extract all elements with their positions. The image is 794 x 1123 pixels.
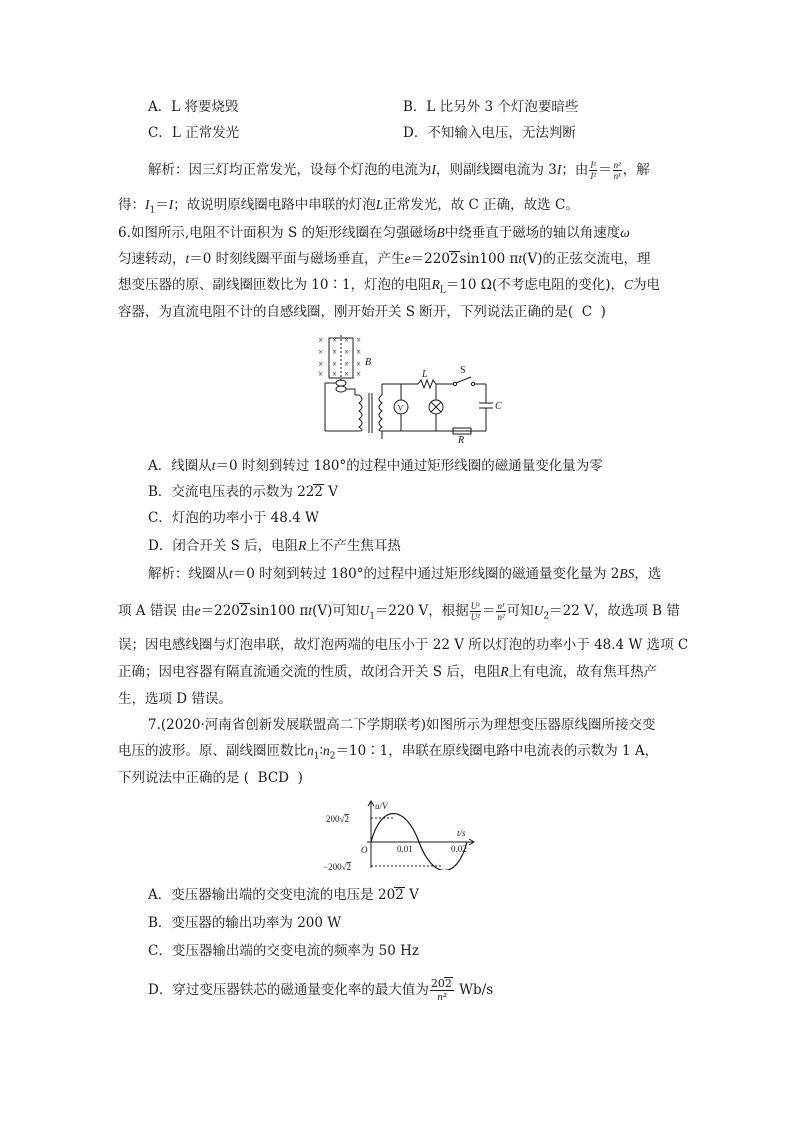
svg-text:×: × xyxy=(318,369,324,379)
q6-option-c: C．灯泡的功率小于 48.4 W xyxy=(148,510,319,526)
q5-option-c: C．L 正常发光 xyxy=(148,125,240,141)
q5-analysis-line2: 得：$I_1=I$；故说明原线圈电路中串联的灯泡L正常发光，故 C 正确，故选 C。 xyxy=(118,197,579,216)
y-min-label: −200√2 xyxy=(323,862,352,870)
q6-answer: C xyxy=(581,304,593,320)
label-B: B xyxy=(365,357,372,368)
q7-stem-line2: 电压的波形。原、副线圈匝数比$n_1∶n_2=10∶1$，串联在原线圈电路中电流表的示数为 1 A， xyxy=(118,743,659,762)
q6-analysis-line2: 项 A 错误 由e＝2202sin100 πt(V)可知$U_1=220$ V，根据 $\frac{\text{U¹}}{\text{U²}}$ ＝ $\frac{\text{n¹}}{\text{n²}}$ 可知$U_2=22$ V，故选项 B 错 xyxy=(118,601,680,622)
svg-text:×: × xyxy=(344,335,350,345)
q7-stem-line1: 7.(2020·河南省创新发展联盟高二下学期联考)如图所示为理想变压器原线圈所接交变 xyxy=(148,717,656,733)
x-axis-label: t/s xyxy=(457,828,466,838)
transformer-primary xyxy=(359,395,362,431)
svg-text:×: × xyxy=(318,359,324,369)
q6-option-d: D．闭合开关 S 后，电阻R上不产生焦耳热 xyxy=(148,538,401,554)
svg-text:×: × xyxy=(344,347,350,357)
q6-analysis-line4: 正确；因电容器有隔直流通交流的性质，故闭合开关 S 后，电阻R上有电流，故有焦耳热产 xyxy=(118,664,658,680)
q5-option-d: D．不知输入电压，无法判断 xyxy=(403,125,576,141)
inductor-L xyxy=(418,380,436,388)
q6-stem-line3: 想变压器的原、副线圈匝数比为 10∶1，灯泡的电阻$R_L=10$ Ω(不考虑电阻的变化)，C为电 xyxy=(118,277,661,296)
svg-text:×: × xyxy=(332,347,338,357)
q5-fraction-turns: $\frac{\text{n²}}{\text{n¹}}$ xyxy=(613,160,621,181)
label-V: V xyxy=(397,403,404,413)
transformer-secondary xyxy=(379,395,382,431)
q5-analysis-line1: 解析：因三灯均正常发光，设每个灯泡的电流为I，则副线圈电流为 3I；由 $\frac{\text{I¹}}{\text{I²}}$ ＝ $\frac{\text{n²}}{\text{n¹}}$ ，解 xyxy=(148,160,650,181)
q7-option-a: A．变压器输出端的交变电流的电压是 202 V xyxy=(148,887,419,903)
svg-text:×: × xyxy=(332,369,338,379)
q6-fraction-turns: $\frac{\text{n¹}}{\text{n²}}$ xyxy=(497,601,505,622)
magnetic-field-crosses xyxy=(318,335,361,379)
q6-option-b: B．交流电压表的示数为 222 V xyxy=(148,484,339,500)
q7-option-c: C．变压器输出端的交变电流的频率为 50 Hz xyxy=(148,943,419,959)
q5-option-b: B．L 比另外 3 个灯泡要暗些 xyxy=(403,99,579,115)
label-L: L xyxy=(422,369,428,380)
q7-option-b: B．变压器的输出功率为 200 W xyxy=(148,915,342,931)
q5-option-a: A．L 将要烧毁 xyxy=(148,99,239,115)
q7-stem-line3: 下列说法中正确的是 ( BCD ) xyxy=(118,770,303,786)
q7-fraction-flux-rate: $\frac{202}{\text{n²}}$ xyxy=(430,977,452,1003)
svg-text:×: × xyxy=(344,369,350,379)
svg-text:×: × xyxy=(356,359,362,369)
q7-waveform-graph xyxy=(323,798,483,870)
svg-text:×: × xyxy=(344,359,350,369)
q6-analysis-line3: 误；因电感线圈与灯泡串联，故灯泡两端的电压小于 22 V 所以灯泡的功率小于 48.4 W 选项 C xyxy=(118,637,689,653)
svg-text:×: × xyxy=(356,347,362,357)
q6-option-a: A．线圈从t＝0 时刻到转过 180°的过程中通过矩形线圈的磁通量变化量为零 xyxy=(148,458,603,474)
q6-analysis-line5: 生，选项 D 错误。 xyxy=(118,691,232,707)
q6-stem-line1: 6.如图所示,电阻不计面积为 S 的矩形线圈在匀强磁场B中绕垂直于磁场的轴以角速度ω xyxy=(118,225,630,241)
y-max-label: 200√2 xyxy=(326,814,349,824)
y-axis-label: u/V xyxy=(375,801,388,811)
q6-fraction-voltage: $\frac{\text{U¹}}{\text{U²}}$ xyxy=(470,601,480,622)
svg-text:×: × xyxy=(318,347,324,357)
tick-label-0.01: 0.01 xyxy=(397,844,413,854)
q6-circuit-diagram xyxy=(315,333,505,445)
origin-label: O xyxy=(361,845,368,855)
q6-stem-line4: 容器，为直流电阻不计的自感线圈，刚开始开关 S 断开，下列说法正确的是( C ) xyxy=(118,304,606,320)
svg-text:×: × xyxy=(356,335,362,345)
svg-text:×: × xyxy=(356,369,362,379)
tick-label-0.02: 0.02 xyxy=(451,844,467,854)
q6-analysis-line1: 解析：线圈从t＝0 时刻到转过 180°的过程中通过矩形线圈的磁通量变化量为 2BS，选 xyxy=(148,566,662,582)
label-R: R xyxy=(458,435,465,445)
svg-text:×: × xyxy=(332,359,338,369)
svg-text:×: × xyxy=(318,335,324,345)
q7-answer: BCD xyxy=(257,770,289,786)
label-S: S xyxy=(460,365,466,376)
q7-option-d: D．穿过变压器铁芯的磁通量变化率的最大值为 $\frac{202}{\text{n²}}$ Wb/s xyxy=(148,977,494,1003)
label-C: C xyxy=(495,401,502,412)
svg-text:×: × xyxy=(332,335,338,345)
q6-stem-line2: 匀速转动，t＝0 时刻线圈平面与磁场垂直，产生e＝2202sin100 πt(V)的正弦交流电，理 xyxy=(118,251,651,267)
q5-fraction-current: $\frac{\text{I¹}}{\text{I²}}$ xyxy=(590,160,597,181)
